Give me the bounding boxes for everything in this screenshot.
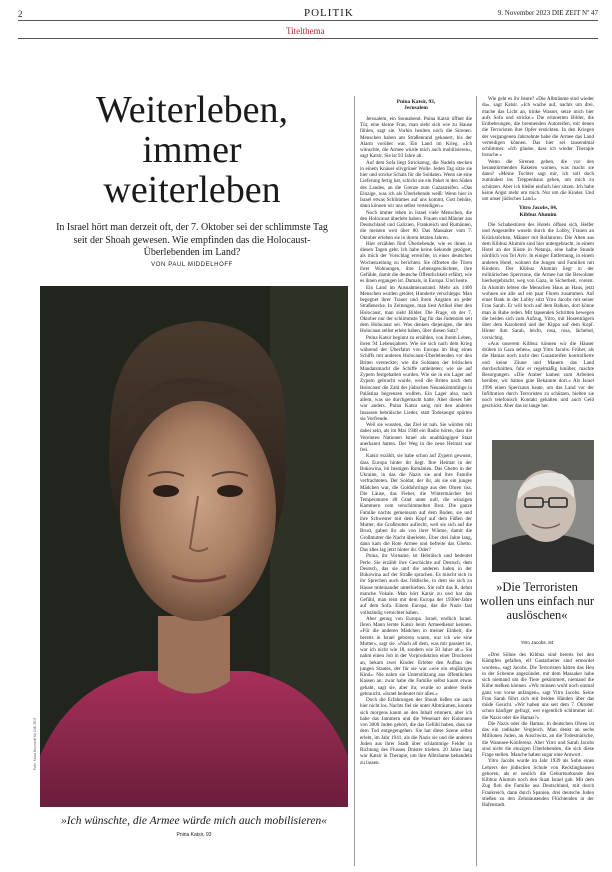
paragraph: »Drei Söhne des Kibbuz sind bereits bei den Kämpfen gefallen, elf Gastarbeiter sind ermordet worden«, sagt Jacobs. Die Terroristen hätten das Heu in der Scheune angezündet, mit dem Massaker habe sich niemand um die Tiere gekümmert, niemand die Kühe melken können. »Wir müssen wohl noch einmal ganz von vorne anfangen«, sagt Yitro Jacobs. Seine Frau Sarah führt sich mit beiden Händen über das müde Gesicht. »Wir haben uns seit dem 7. Oktober schon häufiger gefragt, wer eigentlich schlimmer ist: die Nazis oder die Hamas?« xyxy=(482,652,594,721)
headline-line: weiterleben xyxy=(103,169,281,211)
column-divider xyxy=(476,96,477,866)
pull-quote: »Ich wünschte, die Armee würde mich auch mobilisieren« xyxy=(61,815,327,827)
article-column-1 xyxy=(360,96,472,856)
section-subhead xyxy=(482,205,594,218)
section-kicker: Titelthema xyxy=(286,26,325,36)
portrait-photo-yitro-jacobs xyxy=(492,440,594,572)
paragraph: Auf dem Sofa liegt Strickzeug, die Nadeln stecken in einem Knäuel olivgrüner Wolle. Jeden Tag sitze sie hier und stricke Schals für die Soldaten. Wenn sie eine Lieferung fertig hat, schickt sie ein Paket in den Süden des Landes, an die Grenze zum Gazastreifen. »Das Einzige, was ich als Überlebende weiß: Wenn hier in Israel etwas Schlimmes auf uns kommt, Gott behüte, dann können wir uns selbst verteidigen.« xyxy=(360,159,472,210)
page-number: 2 xyxy=(18,9,23,19)
page-header xyxy=(18,7,598,21)
paragraph: Weil sie wussten, das Ziel ist nah. Sie würden mit dabei sein, als im Mai 1948 ein Radio hören, dass die Vereinten Nationen Israel als unabhängigen Staat anerkannt hatten. Der Weg in die neue Heimat war frei. xyxy=(360,422,472,454)
section-subhead xyxy=(360,99,472,112)
pull-quote-source: Pnina Katsir, 93 xyxy=(176,832,212,838)
paragraph: »Aus unserem Kibbuz können wir die Häuser drüben in Gaza sehen«, sagt Yitro Jacobs. Früher, als die Hamas noch nicht den Gazastreifen kontrollierte und keine Zäune und Mauern das Land durchschnitten, fuhr er regelmäßig hinüber, machte Besorgungen. »Die Araber kamen zum Arbeiten herüber, wir hatten gute Bekannte dort.« Als Israel 1996 einen Sperrzaun baute, um das Land vor der Infiltration durch Terroristen zu schützen, hielten sie noch telefonisch Kontakt gehalten und auch Geld geschickt. Aber das ist lange her. xyxy=(482,340,594,410)
pull-quote-2-source: Yitro Jacobs, 84 xyxy=(520,640,554,645)
subhead-line: Jerusalem xyxy=(404,105,428,112)
headline xyxy=(80,90,304,210)
header-rule xyxy=(18,20,598,21)
section-label: POLITIK xyxy=(304,7,354,19)
portrait-photo-pnina-katsir xyxy=(40,286,348,807)
paragraph: Katsir erzählt, sie habe schon auf Zypern gewusst, dass Europa hinter ihr liegt. Ihre Heimat in der Bukowina, im heutigen Rumänien. Das Ghetto in der Ukraine, in das die Nazis sie und ihre Familie verfrachteten. Der Soldat, der ihr, als sie ein junges Mädchen war, die Goldohrringe aus den Ohren riss. Die Läuse, das Fieber, die Wintermärcher bei Temperaturen 40 Grad unter null, die winzigen Kammern vom verschimmelten Brot. Die ganze Familie nachts gemeinsam auf dem Boden, sie und ihre Schwester mit dem Kopf auf dem Füßen der Mutter, die Großmutter aufrecht, weil sie sich auf die Brust, gaben ihr als von ihrer Wärme, damit die Großmutter die Nacht überlebte. Über drei Jahre lang, dann kam die Rote Armee und befreite das Ghetto. Das alles lag jetzt hinter ihr. Oder? xyxy=(360,453,472,554)
paragraph: Wenn die Sirenen gehen, die vor den heranstürmenden Raketen warnen, was macht sie dann? »Meine Tochter sagt mir, ich soll doch zumindest ins Treppenhaus gehen, um mich zu schützen. Aber ich bleibe einfach hier sitzen. Ich habe keine Angst mehr um mich. Nur um die Kinder. Und um unser jüdisches Land.« xyxy=(482,158,594,202)
article-column-3 xyxy=(482,652,594,862)
subhead-line: Kibbuz Alumim xyxy=(519,211,557,218)
paragraph: Pnina, ihr Vorname, ist Hebräisch und bedeutet Perle. Sie erzählt ihre Geschichte auf Deutsch, dem Deutsch, das sie und die anderen Juden in der Bukowina auf der Straße sprachen. Es mischt sich in ihr Sprechen auch das Jiddische, in dem sie sich zu Hause miteinander unterhielten. Sie rollt das R, dehnt manche Vokale. Man hört Katsir zu und hat das Gefühl, man reist mit dem Europa der 1930er-Jahre auf dem Sofa. Einem Europa, das die Nazis fast vollständig vernichtet haben. xyxy=(360,553,472,616)
kicker-rule xyxy=(18,38,598,39)
paragraph: Pnina Katsir beginnt zu erzählen, von ihrem Leben, ihren 94 Lebensjahren. Wie sie sich nach dem Krieg während der Überfahrt von Europa im Bug eines Schiffs mit anderen Holocaust-Überlebenden vor den Briten versteckte; wie die Soldaten der britischen Mandatsmacht die Schiffe umleiteten; wie sie auf Zypern festgehalten wurden. Wie sie in ein Lager auf Zypern gebracht wurde, weil die Briten nach dem Holocaust die Zahl der jüdischen Neuankömmlinge in Palästina begrenzen wollten. Ein Lager also, nach allem, was sie durchgemacht hatte. Aber dieses hier war anders. Pnina Katsir sang mit den anderen Insassen hebräische Lieder, statt Todesangst spürten sie Vorfreude. xyxy=(360,334,472,422)
paragraph: Aber genug von Europa. Israel, endlich Israel. Ihren Mann lernte Katsir beim Armeedienst kennen. »Für die anderen Mädchen in meiner Einheit, die bereits in Israel geboren waren, war ich wie eine Mutter«, sagt sie. »Nach all dem, was mir passiert ist, war ich nicht wie 18, sondern wie 50 Jahre alt.« Sie nahm einen Job in der Vorproduktion einer Druckerei an, bekam zwei Kinder. Erlebte den Aufbau des jungen Staates, der für sie war »wie ein einjähriges Kind«. Nie nahm sie Unterstützung aus öffentlichen Kassen an: zwar habe die Familie selbst kaum etwas gehabt, sagt sie, aber ihr, wurde so andere Stelle gebraucht. »Israel bedeutet mir alles.« xyxy=(360,615,472,697)
column-divider xyxy=(354,96,355,866)
headline-line: immer xyxy=(142,129,242,171)
paragraph: Die Nazis oder die Hamas. In deutschen Ohren ist das ein radikaler Vergleich. Man denkt an sechs Millionen Juden, an Auschwitz, an die Todesmärsche, die Wannsee-Konferenz. Aber Yitro und Sarah Jacobs sind nicht die einzigen Überlebenden, die sich diese Frage stellen. Manche haben sogar eine Antwort. xyxy=(482,720,594,758)
issue-date: 9. November 2023 DIE ZEIT Nº 47 xyxy=(497,9,598,17)
paragraph: Jerusalem, ein Sonnabend. Pnina Katsir öffnet die Tür, eine kleine Frau, man sieht sich wie zu Hause fühlen, sagt sie. Vorhin heulten noch die Sirenen. Menschen haben am Straßenrand gekauert, bis der Alarm vorüber war. Ein Land im Krieg. »Ich wünschte, die Armee würde mich auch mobilisieren«, sagt Katsir. Sie ist 93 Jahre alt. xyxy=(360,115,472,160)
paragraph: Noch immer leben in Israel viele Menschen, die den Holocaust überlebt haben. Frauen und Männer aus Deutschland und Galizien, Frankreich und Rumänien, die meisten weit über 80. Das Massaker vom 7. Oktober erleben sie in ihrem letzten Jahren. xyxy=(360,209,472,241)
article-column-2 xyxy=(482,96,594,436)
paragraph: Hier erzählen fünf Überlebende, wie es ihnen in diesen Tagen geht. Ich habe keine Sekunde gezögert, als mich der Vorschlag erreichte, in einer deutschen Wochenzeitung zu berichten. Sie öffneten die Türen ihrer Wohnungen, ihre Lebensgeschichten, ihre Gefühle, damit die deutsche Öffentlichkeit erfährt, wie es ihnen ergangen ist. Damals, in Europa. Und heute. xyxy=(360,240,472,285)
byline: VON PAUL MIDDELHOFF xyxy=(151,262,233,268)
paragraph: Ein Land im Ausnahmezustand. Mehr als 1400 Menschen wurden getötet, Hunderte verschleppt. Man begegnet ihrer Trauer und ihren Ängsten an jeder Straßenecke. In Zeitungen, man liest Artikel über den Holocaust, man sieht Bilder. Die Frage, ob der 7. Oktober nur der schlimmste Tag für das Judentum seit dem Holocaust sei. Was denken diejenigen, die den Holocaust selbst erlebt haben, über diesen Satz? xyxy=(360,284,472,335)
headline-line: Weiterleben, xyxy=(95,89,289,131)
portrait-illustration xyxy=(40,286,348,807)
subhead-line: Yitro Jacobs, 84, xyxy=(518,205,558,212)
photo-credit: Foto: Noka Borowski für DIE ZEIT xyxy=(33,717,37,770)
pull-quote-2: »Die Terroristen wollen uns einfach nur auslöschen« xyxy=(479,580,595,622)
article-deck: In Israel hört man derzeit oft, der 7. Oktober sei der schlimmste Tag seit der Shoah gewesen. Wie empfinden das die Holocaust-Überlebenden im Land? xyxy=(56,222,328,258)
paragraph: Wie geht es ihr heute? »Die Albträume sind wieder da«, sagt Katsir. »Ich wache auf, nachts um drei, mache das Licht an, trinke Wasser, setze mich hier aufs Sofa und stricke.« Die erinnerten Bilder, die Entbehrungen, die brennenden Autoreifen, mit denen die Terroristen ihre Opfer erstickten. In den Kriegen der vergangenen Jahrzehnte habe die Armee das Land verteidigen können. Das hier sei tausendmal schlimmer. »Ich glaube, dass ich wieder Therapie brauche.« xyxy=(482,96,594,159)
subhead-line: Pnina Katsir, 93, xyxy=(396,99,436,105)
small-portrait-illustration xyxy=(492,440,594,572)
paragraph: Doch die Erfahrungen der Shoah ließen sie auch hier nicht los. Nachts fiel sie unter Albträumen, konnte sich morgens kaum an den Inhalt erinnern, aber ich habe das Jammern und die Wesenart der Kolonnen von 3000 Juden gehört, die das Gefühl haben, dass sie dem Tod entgegengehen. Sie hat diese Szene selbst erlebt, im Jahr 1941, als die Nazis sie und die anderen Juden aus ihrer Stadt über schlammige Felder in Richtung des Flusses Dnister trieben. 20 Jahre lang war Katsir in Therapie, um ihre Albträume behandeln zu lassen. xyxy=(360,697,472,766)
paragraph: Yitro Jacobs wurde im Jahr 1939 als Sohn eines Lehrers der jüdischen Schule von Recklinghausen geboren, als er neulich die Geburtsurkunde den Kibbuz Alumim noch den Staat Israel gab. Mit dem Zug floh die Familie aus Deutschland, mit durch Frankreich, dann durch Spanien, drei deutsche Juden stießen zu den Zehntausenden Flüchtenden in der Hafenstadt. xyxy=(482,758,594,808)
paragraph: Die Schabestüren des Hotels öffnen sich, Helfer und Angestellte wuseln durch die Lobby, Frauen an Krückstöcken, Männer mit Rollatoren. Die Alten aus dem Kibbuz Alumim sind hier untergebracht, in einem Hotel an der Küste in Netanja, eine halbe Stunde nördlich von Tel Aviv. In einiger Entfernung, in einem anderen Hotel, wohnen die Jungen und Familien mit Kindern. Der Kibbuz Alumim liegt in der militärischen Sperrzone, die Armee hat die Bewohner hierhergebracht, weg von Gaza, in Sicherheit, vorerst. In Alumim lebten die Menschen Haus an Haus, jetzt wohnen sie alle auf ein paar Fluren zusammen. Auf einer Bank in der Lobby sitzt Yitro Jacobs mit seiner Frau Sarah. Er will hoch auf dem Balkon, dort könne man in Ruhe reden. Mit tapsenden Schritten bewegen die beiden sich zum Aufzug, Yitro, mit Hosenträgern über dem Karohemd und der Kippa auf dem Kopf. Hinter ihm Sarah, leicht, rosa, rosa, lächelnd, vorsichtig. xyxy=(482,222,594,341)
